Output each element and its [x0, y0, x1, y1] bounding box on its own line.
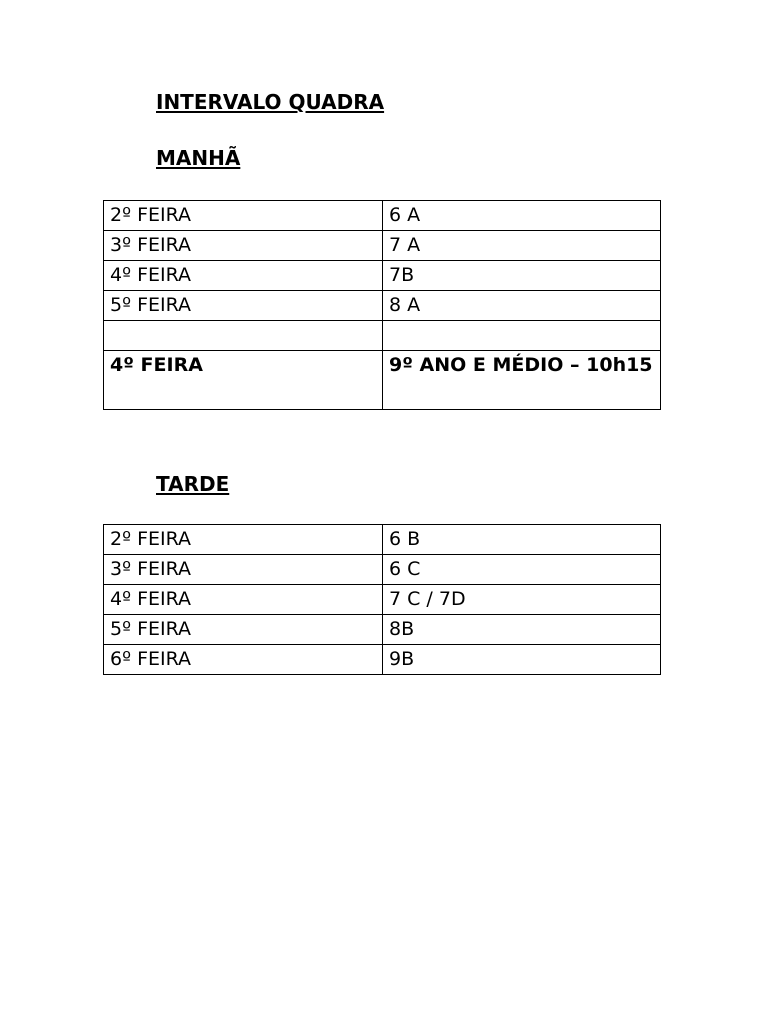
- table-row: [104, 261, 661, 291]
- class-cell: 9B: [383, 645, 661, 675]
- class-cell: 6 C: [383, 555, 661, 585]
- day-cell: 2º FEIRA: [104, 525, 383, 555]
- class-cell: 8B: [383, 615, 661, 645]
- class-cell: 9º ANO E MÉDIO – 10h15: [383, 351, 661, 410]
- day-cell: 3º FEIRA: [104, 231, 383, 261]
- table-row: [104, 201, 661, 231]
- class-cell: 7B: [383, 261, 661, 291]
- table-row: [104, 555, 661, 585]
- day-cell: 4º FEIRA: [104, 261, 383, 291]
- day-cell: [104, 321, 383, 351]
- class-cell: 8 A: [383, 291, 661, 321]
- table-row: [104, 615, 661, 645]
- table-row-highlight: [104, 351, 661, 410]
- day-cell: 4º FEIRA: [104, 585, 383, 615]
- day-cell: 5º FEIRA: [104, 291, 383, 321]
- afternoon-schedule-table: [103, 524, 661, 675]
- day-cell: 6º FEIRA: [104, 645, 383, 675]
- class-cell: 7 A: [383, 231, 661, 261]
- table-row-empty: [104, 321, 661, 351]
- day-cell: 3º FEIRA: [104, 555, 383, 585]
- table-row: [104, 525, 661, 555]
- table-row: [104, 645, 661, 675]
- class-cell: [383, 321, 661, 351]
- class-cell: 7 C / 7D: [383, 585, 661, 615]
- morning-heading: MANHÃ: [156, 146, 241, 170]
- class-cell: 6 A: [383, 201, 661, 231]
- afternoon-heading: TARDE: [156, 472, 230, 496]
- table-row: [104, 231, 661, 261]
- document-title: INTERVALO QUADRA: [156, 90, 385, 114]
- day-cell: 2º FEIRA: [104, 201, 383, 231]
- table-row: [104, 291, 661, 321]
- class-cell: 6 B: [383, 525, 661, 555]
- morning-schedule-table: [103, 200, 661, 410]
- day-cell: 5º FEIRA: [104, 615, 383, 645]
- day-cell: 4º FEIRA: [104, 351, 383, 410]
- table-row: [104, 585, 661, 615]
